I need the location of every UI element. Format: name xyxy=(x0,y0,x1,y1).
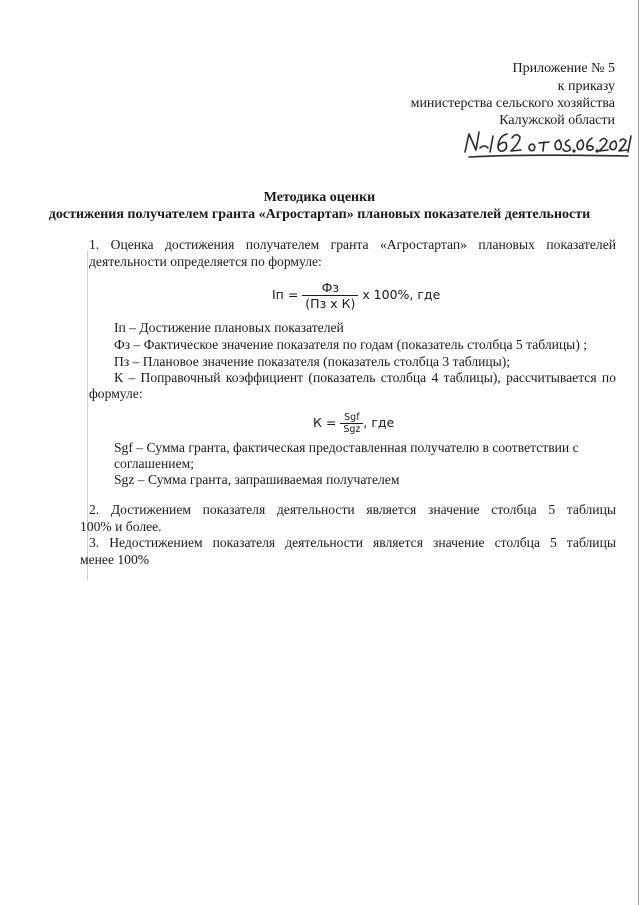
appendix-number: Приложение № 5 xyxy=(512,61,615,76)
formula-tail: х 100%, где xyxy=(362,287,441,302)
ministry-name: министерства сельского хозяйства xyxy=(410,96,615,111)
formula-numerator: Фз xyxy=(302,280,358,296)
paragraph-3-line-1: 3. Недостижением показателя деятельности является значение столбца 5 таблицы xyxy=(89,535,616,550)
paragraph-2-line-2: 100% и более. xyxy=(80,519,162,534)
handwritten-order-number xyxy=(463,126,633,160)
definition-sgf-line-1: Sgf – Сумма гранта, фактическая предоставленная получателю в соответствии с xyxy=(114,440,579,455)
paragraph-3-line-2: менее 100% xyxy=(80,552,150,567)
formula-denominator: (Пз х К) xyxy=(305,296,356,311)
paragraph-1-line-1: 1. Оценка достижения получателем гранта «Агростартап» плановых показателей xyxy=(89,237,616,252)
definition-k-line-1: К – Поправочный коэффициент (показатель столбца 4 таблицы), рассчитывается по xyxy=(114,370,616,385)
formula-lhs: Iп = xyxy=(272,287,299,302)
document-title: Методика оценки xyxy=(263,190,376,205)
formula-coefficient xyxy=(313,412,394,435)
paragraph-1-line-2: деятельности определяется по формуле: xyxy=(89,254,322,269)
to-order-label: к приказу xyxy=(557,79,615,94)
document-subtitle: достижения получателем гранта «Агростартап» плановых показателей деятельности xyxy=(48,207,591,222)
formula-achievement xyxy=(272,280,440,311)
definition-fz: Фз – Фактическое значение показателя по годам (показатель столбца 5 таблицы) ; xyxy=(114,337,588,352)
formula2-denominator: Sgz xyxy=(343,424,361,435)
definition-k-line-2: формуле: xyxy=(89,386,143,401)
formula2-tail: , где xyxy=(363,415,395,430)
paragraph-2-line-1: 2. Достижением показателя деятельности является значение столбца 5 таблицы xyxy=(89,502,616,517)
definition-ip: Iп – Достижение плановых показателей xyxy=(114,320,344,335)
formula-fraction xyxy=(302,280,358,311)
formula2-lhs: К = xyxy=(313,415,337,430)
region-name: Калужской области xyxy=(499,113,615,128)
formula2-numerator: Sgf xyxy=(340,412,363,424)
definition-sgf-line-2: соглашением; xyxy=(114,456,194,471)
definition-sgz: Sgz – Сумма гранта, запрашиваемая получателем xyxy=(114,472,400,487)
definition-pz: Пз – Плановое значение показателя (показатель столбца 3 таблицы); xyxy=(114,354,511,369)
formula2-fraction xyxy=(340,412,363,435)
